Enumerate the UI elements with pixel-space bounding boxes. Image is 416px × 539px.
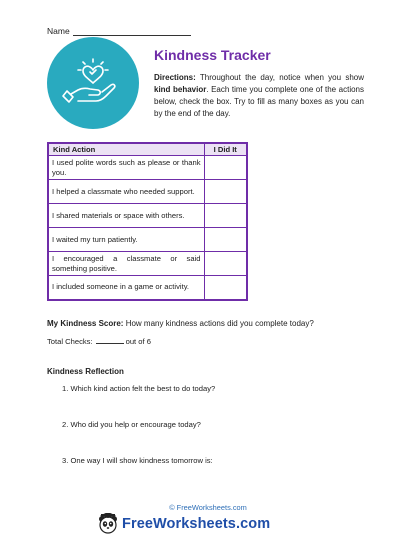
table-row bbox=[48, 252, 247, 276]
check-box[interactable] bbox=[204, 156, 247, 180]
check-box[interactable] bbox=[204, 180, 247, 204]
name-line[interactable] bbox=[73, 27, 191, 36]
column-header-did-it: I Did It bbox=[204, 143, 247, 156]
column-header-action: Kind Action bbox=[48, 143, 204, 156]
action-cell: I included someone in a game or activity. bbox=[48, 276, 204, 300]
reflection-question: 1. Which kind action felt the best to do today? bbox=[62, 384, 216, 393]
action-cell: I waited my turn patiently. bbox=[48, 228, 204, 252]
total-label: Total Checks: bbox=[47, 337, 93, 346]
score-label: My Kindness Score: bbox=[47, 319, 124, 328]
reflection-question: 3. One way I will show kindness tomorrow is: bbox=[62, 456, 213, 465]
action-cell: I shared materials or space with others. bbox=[48, 204, 204, 228]
directions-label: Directions: bbox=[154, 73, 196, 82]
copyright-text: © FreeWorksheets.com bbox=[169, 503, 247, 512]
action-cell: I encouraged a classmate or said something positive. bbox=[48, 252, 204, 276]
kindness-table bbox=[47, 142, 248, 301]
action-cell: I used polite words such as please or thank you. bbox=[48, 156, 204, 180]
table-row bbox=[48, 228, 247, 252]
footer-brand-text: FreeWorksheets.com bbox=[122, 516, 271, 532]
directions-text bbox=[154, 72, 364, 120]
total-checks bbox=[47, 336, 151, 346]
action-cell: I helped a classmate who needed support. bbox=[48, 180, 204, 204]
total-suffix: out of 6 bbox=[125, 337, 151, 346]
panda-logo-icon bbox=[97, 513, 119, 535]
check-box[interactable] bbox=[204, 228, 247, 252]
reflection-title: Kindness Reflection bbox=[47, 367, 124, 376]
reflection-question: 2. Who did you help or encourage today? bbox=[62, 420, 201, 429]
check-box[interactable] bbox=[204, 204, 247, 228]
table-row bbox=[48, 180, 247, 204]
table-header-row bbox=[48, 143, 247, 156]
footer-brand bbox=[97, 513, 270, 535]
check-box[interactable] bbox=[204, 252, 247, 276]
directions-text-after: . Each time you complete one of the actions below, check the box. Try to fill as many boxes as you can by the end of the day. bbox=[154, 85, 364, 118]
name-label: Name bbox=[47, 26, 70, 36]
check-box[interactable] bbox=[204, 276, 247, 300]
page-title: Kindness Tracker bbox=[154, 47, 271, 63]
table-row bbox=[48, 156, 247, 180]
name-field bbox=[47, 26, 191, 36]
kindness-score bbox=[47, 319, 314, 328]
table-row bbox=[48, 204, 247, 228]
table-row bbox=[48, 276, 247, 300]
directions-emphasis: kind behavior bbox=[154, 85, 207, 94]
hand-holding-heart-icon bbox=[47, 37, 139, 129]
total-blank[interactable] bbox=[96, 336, 124, 344]
directions-text-before: Throughout the day, notice when you show bbox=[195, 73, 364, 82]
score-question: How many kindness actions did you complete today? bbox=[123, 319, 314, 328]
hero-circle bbox=[47, 37, 139, 129]
